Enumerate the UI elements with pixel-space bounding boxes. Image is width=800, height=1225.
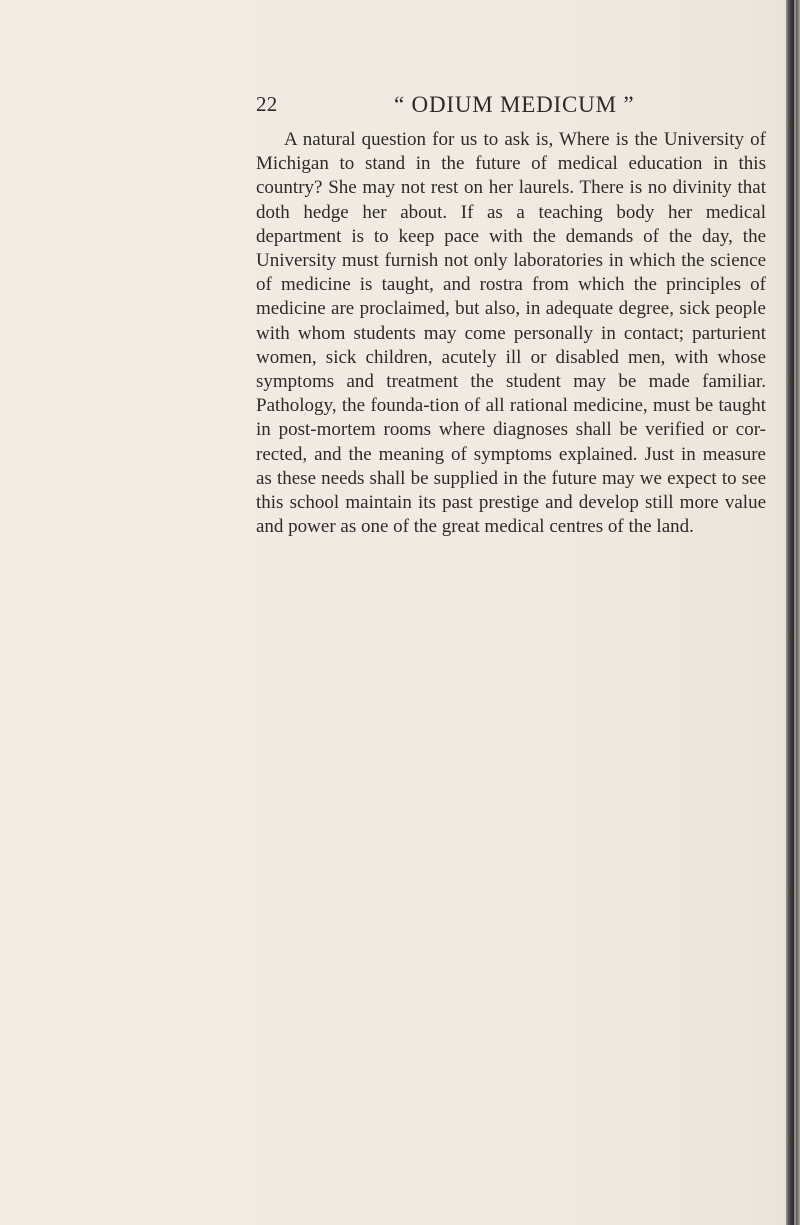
- page-title: “ ODIUM MEDICUM ”: [394, 92, 635, 117]
- book-binding-edge: [786, 0, 800, 1225]
- binding-highlight: [794, 0, 796, 1225]
- page-number: 22: [256, 92, 278, 116]
- running-head: [256, 92, 776, 122]
- body-paragraph: A natural question for us to ask is, Where is the University of Michigan to stand in the future of medical education in this country? She may not rest on her laurels. There is no divinity that doth hedge her about. If as a teaching body her medical department is to keep pace with the demands of the day, the University must furnish not only laboratories in which the science of medicine is taught, and rostra from which the principles of medicine are proclaimed, but also, in adequate degree, sick people with whom students may come personally in contact; parturient women, sick children, acutely ill or disabled men, with whose symptoms and treatment the student may be made familiar. Pathology, the founda-tion of all rational medicine, must be taught in post-mortem rooms where diagnoses shall be verified or cor-rected, and the meaning of symptoms explained. Just in measure as these needs shall be supplied in the future may we expect to see this school maintain its past prestige and develop still more value and power as one of the great medical centres of the land.: [256, 129, 766, 538]
